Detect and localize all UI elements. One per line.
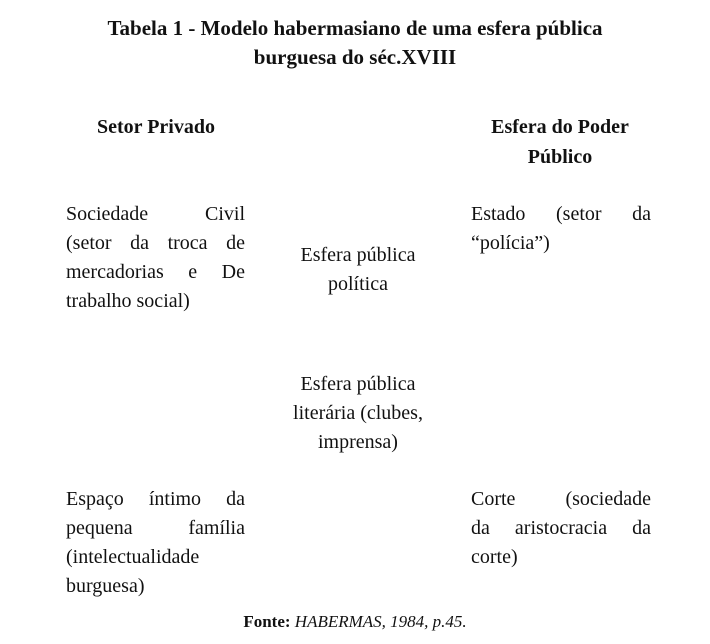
header-line: Esfera do Poder (491, 116, 629, 138)
cell-line: “polícia”) (471, 232, 550, 254)
cell-line: trabalho social) (66, 290, 190, 312)
source-label: Fonte: (243, 612, 291, 631)
cell-line: Esfera pública (300, 244, 416, 266)
cell-sociedade-civil (66, 200, 245, 316)
cell-line: pequena família (66, 517, 245, 539)
cell-line: imprensa) (318, 431, 398, 453)
cell-line: Estado (setor da (471, 203, 651, 225)
header-setor-privado: Setor Privado (97, 116, 215, 138)
cell-corte (471, 485, 651, 572)
table-title-line: burguesa do séc.XVIII (253, 45, 457, 69)
cell-espaco-intimo (66, 485, 245, 601)
cell-esfera-publica-literaria (275, 370, 441, 457)
cell-line: Espaço íntimo da (66, 488, 245, 510)
cell-line: (intelectualidade (66, 546, 200, 568)
cell-line: da aristocracia da (471, 517, 651, 539)
cell-line: burguesa) (66, 575, 145, 597)
cell-line: literária (clubes, (293, 402, 423, 424)
cell-line: (setor da troca de (66, 232, 245, 254)
cell-line: mercadorias e De (66, 261, 245, 283)
cell-line: corte) (471, 546, 518, 568)
cell-estado (471, 200, 651, 258)
table-source (0, 609, 710, 635)
cell-line: política (328, 273, 388, 295)
header-esfera-poder-publico (470, 112, 650, 172)
source-reference: HABERMAS, 1984, p.45. (294, 612, 467, 631)
cell-esfera-publica-politica (275, 241, 441, 299)
cell-line: Sociedade Civil (66, 203, 245, 225)
cell-line: Esfera pública (300, 373, 416, 395)
header-line: Público (527, 146, 593, 168)
cell-line: Corte (sociedade (471, 488, 651, 510)
table-title-line: Tabela 1 - Modelo habermasiano de uma esfera pública (107, 16, 603, 40)
table-title (0, 14, 710, 72)
